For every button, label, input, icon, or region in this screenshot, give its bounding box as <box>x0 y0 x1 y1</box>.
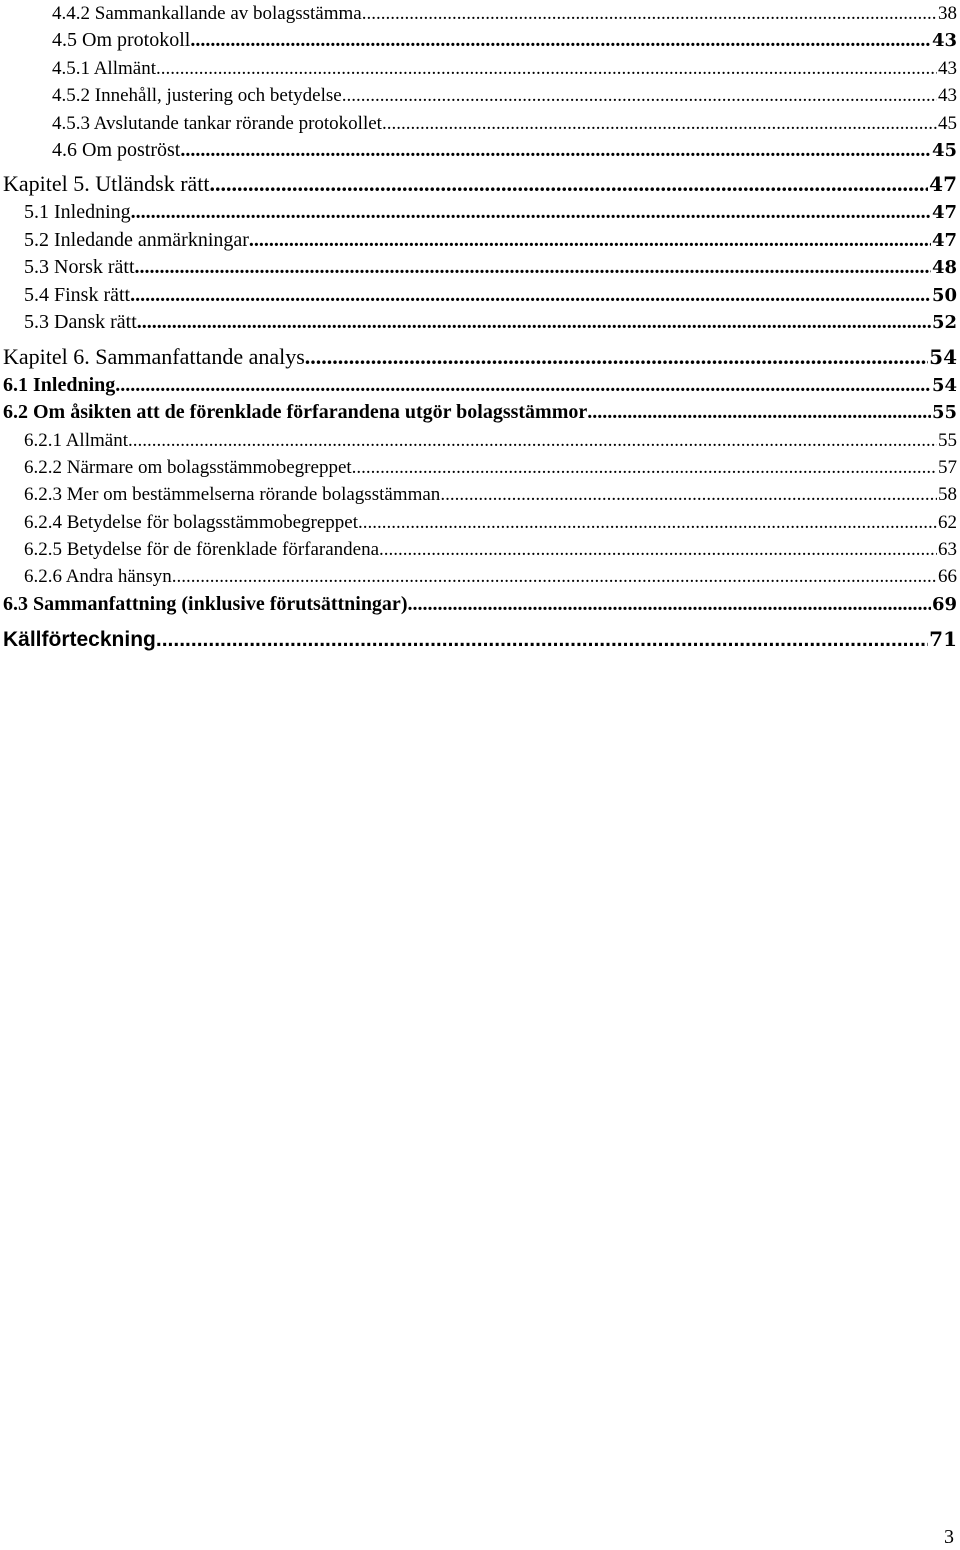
toc-entry-label: 5.3 Norsk rätt <box>24 256 135 279</box>
toc-entry-label: 5.1 Inledning <box>24 201 131 224</box>
toc-leader <box>156 55 937 82</box>
toc-chapter-label: Kapitel 6. Sammanfattande analys <box>3 343 305 369</box>
toc-chapter-page: 71 <box>929 627 957 652</box>
toc-entry-label: 6.2.2 Närmare om bolagsstämmobegreppet <box>24 457 352 479</box>
toc-chapter-page: 47 <box>929 172 957 197</box>
toc-chapter-label: Kapitel 5. Utländsk rätt <box>3 171 210 197</box>
toc-entry-page: 69 <box>931 593 957 615</box>
toc-entry-4-6[interactable] <box>0 137 960 164</box>
toc-entry-label: 6.2.4 Betydelse för bolagsstämmobegreppet <box>24 511 359 533</box>
toc-entry-6-2-2[interactable] <box>0 454 960 481</box>
toc-entry-4-5-1[interactable] <box>0 55 960 82</box>
toc-entry-4-5-2[interactable] <box>0 82 960 109</box>
toc-leader <box>407 591 930 619</box>
toc-leader <box>382 110 937 137</box>
toc-entry-page: 55 <box>938 429 957 451</box>
toc-entry-label: 5.3 Dansk rätt <box>24 311 137 334</box>
toc-leader <box>362 0 937 27</box>
toc-entry-4-4-2[interactable] <box>0 0 960 27</box>
toc-entry-label: 6.2.6 Andra hänsyn <box>24 566 172 588</box>
toc-entry-label: 6.2.3 Mer om bestämmelserna rörande bolagsstämman <box>24 484 441 506</box>
toc-entry-page: 43 <box>938 57 957 79</box>
toc-entry-5-4[interactable] <box>0 282 960 310</box>
toc-leader <box>342 82 937 109</box>
toc-entry-page: 43 <box>931 30 957 52</box>
toc-entry-5-3[interactable] <box>0 254 960 282</box>
toc-leader <box>358 509 937 536</box>
toc-entry-label: 6.1 Inledning <box>3 373 116 396</box>
toc-entry-label: 4.5.1 Allmänt <box>52 57 156 79</box>
toc-entry-page: 43 <box>938 85 957 107</box>
toc-entry-page: 38 <box>938 3 957 24</box>
toc-entry-label: 5.2 Inledande anmärkningar <box>24 228 249 251</box>
toc-leader <box>172 563 937 590</box>
toc-chapter-label: Källförteckning <box>3 628 156 652</box>
toc-entry-6-2-5[interactable] <box>0 536 960 563</box>
toc-entry-label: 4.4.2 Sammankallande av bolagsstämma <box>52 3 362 24</box>
toc-entry-6-3[interactable] <box>0 591 960 619</box>
toc-leader <box>130 282 931 310</box>
toc-entry-6-2[interactable] <box>0 399 960 427</box>
toc-chapter-6[interactable] <box>0 341 960 372</box>
toc-entry-page: 66 <box>938 566 957 588</box>
toc-leader <box>210 168 929 199</box>
toc-leader <box>128 427 937 454</box>
toc-entry-label: 6.2.5 Betydelse för de förenklade förfarandena <box>24 539 380 561</box>
toc-leader <box>115 372 931 400</box>
toc-entry-page: 47 <box>931 229 957 251</box>
toc-entry-page: 62 <box>938 511 957 533</box>
toc-leader <box>305 341 928 372</box>
toc-entry-4-5[interactable] <box>0 27 960 54</box>
toc-entry-label: 4.5 Om protokoll <box>52 29 191 52</box>
page-number: 3 <box>944 1526 954 1548</box>
toc-leader <box>352 454 937 481</box>
toc-entry-label: 6.3 Sammanfattning (inklusive förutsättningar) <box>3 592 408 615</box>
toc-entry-5-1[interactable] <box>0 199 960 227</box>
toc-sources[interactable] <box>0 624 960 655</box>
toc-leader <box>587 399 931 427</box>
toc-leader <box>190 27 931 54</box>
toc-entry-page: 52 <box>931 312 957 334</box>
toc-entry-label: 4.5.2 Innehåll, justering och betydelse <box>52 85 342 107</box>
toc-entry-label: 6.2.1 Allmänt <box>24 429 128 451</box>
toc-chapter-page: 54 <box>929 344 957 369</box>
toc-entry-5-2[interactable] <box>0 227 960 255</box>
table-of-contents <box>0 0 960 655</box>
toc-chapter-5[interactable] <box>0 168 960 199</box>
toc-entry-6-1[interactable] <box>0 372 960 400</box>
toc-leader <box>440 481 937 508</box>
toc-entry-4-5-3[interactable] <box>0 110 960 137</box>
toc-entry-label: 5.4 Finsk rätt <box>24 283 131 306</box>
toc-leader <box>180 137 931 164</box>
toc-leader <box>156 624 928 655</box>
toc-leader <box>137 309 931 337</box>
toc-entry-6-2-3[interactable] <box>0 481 960 508</box>
toc-entry-page: 47 <box>931 202 957 224</box>
toc-entry-label: 4.5.3 Avslutande tankar rörande protokollet <box>52 112 382 134</box>
toc-entry-page: 63 <box>938 539 957 561</box>
toc-leader <box>131 199 931 227</box>
toc-entry-page: 45 <box>938 112 957 134</box>
toc-entry-label: 6.2 Om åsikten att de förenklade förfarandena utgör bolagsstämmor <box>3 401 588 424</box>
toc-leader <box>379 536 937 563</box>
toc-entry-page: 54 <box>931 374 957 396</box>
toc-entry-page: 58 <box>938 484 957 506</box>
toc-entry-6-2-4[interactable] <box>0 509 960 536</box>
toc-entry-6-2-1[interactable] <box>0 427 960 454</box>
toc-entry-label: 4.6 Om poströst <box>52 138 181 161</box>
toc-entry-page: 48 <box>931 257 957 279</box>
toc-entry-page: 55 <box>931 402 957 424</box>
toc-entry-6-2-6[interactable] <box>0 563 960 590</box>
toc-entry-page: 45 <box>931 139 957 161</box>
toc-entry-5-5[interactable] <box>0 309 960 337</box>
toc-entry-page: 57 <box>938 457 957 479</box>
toc-leader <box>135 254 931 282</box>
toc-entry-page: 50 <box>931 284 957 306</box>
toc-leader <box>249 227 931 255</box>
